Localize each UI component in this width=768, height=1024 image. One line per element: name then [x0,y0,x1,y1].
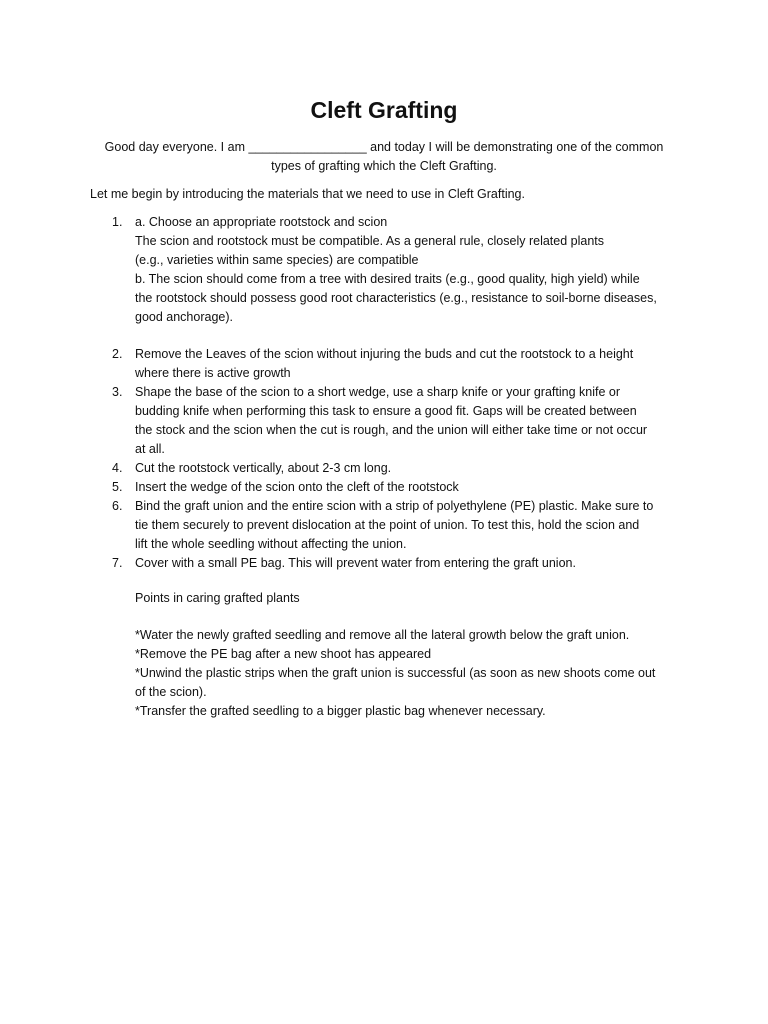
step-text: where there is active growth [135,366,291,380]
step-text: Remove the Leaves of the scion without injuring the buds and cut the rootstock to a height [135,347,634,361]
step-text: a. Choose an appropriate rootstock and scion [135,215,388,229]
step-text: the rootstock should possess good root characteristics (e.g., resistance to soil-borne diseases, [135,291,657,305]
care-line: of the scion). [135,685,207,699]
list-item [90,478,690,497]
step-number: 2. [112,347,123,361]
lead-paragraph: Let me begin by introducing the materials that we need to use in Cleft Grafting. [90,187,525,201]
step-text: tie them securely to prevent dislocation at the point of union. To test this, hold the scion and [135,518,640,532]
step-text: The scion and rootstock must be compatible. As a general rule, closely related plants [135,234,605,248]
step-text: Insert the wedge of the scion onto the cleft of the rootstock [135,480,459,494]
care-line: *Water the newly grafted seedling and remove all the lateral growth below the graft union. [135,628,630,642]
step-text: the stock and the scion when the cut is rough, and the union will either take time or not occur [135,423,648,437]
list-item [90,554,690,573]
step-text: Bind the graft union and the entire scion with a strip of polyethylene (PE) plastic. Make sure to [135,499,654,513]
step-number: 1. [112,215,123,229]
care-section [135,589,695,721]
step-number: 7. [112,556,123,570]
step-text: lift the whole seedling without affecting the union. [135,537,407,551]
care-line: *Remove the PE bag after a new shoot has appeared [135,647,432,661]
step-text: (e.g., varieties within same species) are compatible [135,253,419,267]
intro-line: Good day everyone. I am _________________ and today I will be demonstrating one of the common [104,140,664,154]
step-text: at all. [135,442,165,456]
step-number: 4. [112,461,123,475]
list-item [90,459,690,478]
list-item [90,383,690,459]
care-line: *Unwind the plastic strips when the graft union is successful (as soon as new shoots come out [135,666,656,680]
list-item [90,213,690,327]
list-item [90,497,690,554]
steps-list [90,213,690,573]
page-title: Cleft Grafting [310,97,458,123]
step-text: Cover with a small PE bag. This will prevent water from entering the graft union. [135,556,576,570]
intro-line: types of grafting which the Cleft Grafting. [271,159,497,173]
list-item [90,345,690,383]
care-line: *Transfer the grafted seedling to a bigger plastic bag whenever necessary. [135,704,546,718]
step-number: 6. [112,499,123,513]
step-number: 5. [112,480,123,494]
care-heading: Points in caring grafted plants [135,591,300,605]
intro-paragraph [80,138,688,176]
step-text: good anchorage). [135,310,233,324]
step-text: budding knife when performing this task to ensure a good fit. Gaps will be created between [135,404,637,418]
step-text: Shape the base of the scion to a short wedge, use a sharp knife or your grafting knife or [135,385,621,399]
step-text: b. The scion should come from a tree with desired traits (e.g., good quality, high yield) while [135,272,640,286]
step-number: 3. [112,385,123,399]
step-text: Cut the rootstock vertically, about 2-3 cm long. [135,461,392,475]
